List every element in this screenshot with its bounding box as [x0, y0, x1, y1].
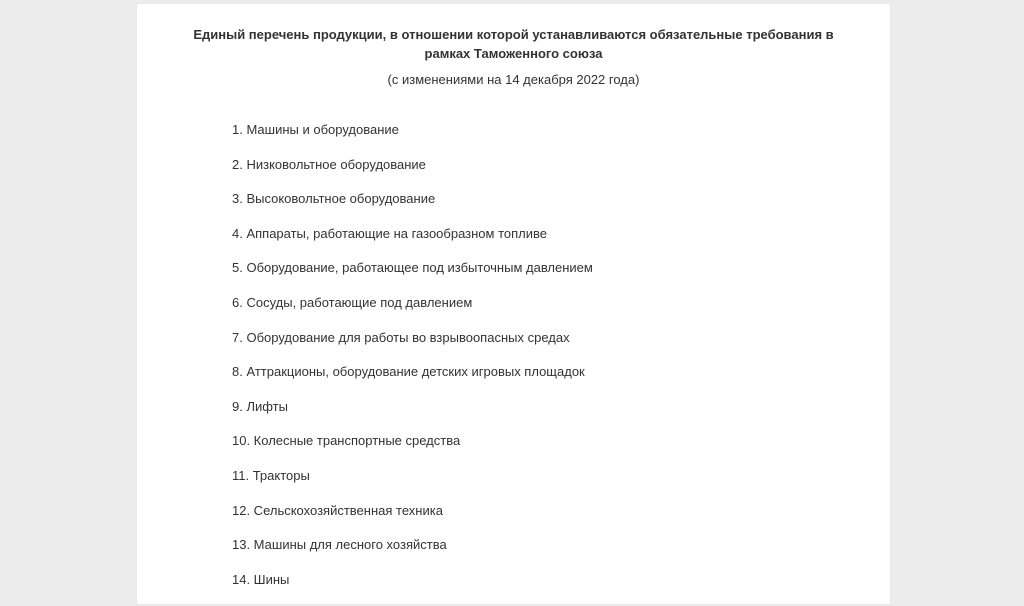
document-title-line-2: рамках Таможенного союза [424, 46, 603, 61]
list-item: 7. Оборудование для работы во взрывоопасных средах [232, 329, 570, 345]
document-title-line-1: Единый перечень продукции, в отношении которой устанавливаются обязательные требования в [193, 27, 834, 42]
list-item: 14. Шины [232, 571, 290, 587]
list-item: 10. Колесные транспортные средства [232, 433, 461, 449]
document-subtitle: (с изменениями на 14 декабря 2022 года) [387, 72, 640, 87]
list-item: 13. Машины для лесного хозяйства [232, 537, 447, 553]
list-item: 9. Лифты [232, 398, 288, 414]
list-item: 11. Тракторы [232, 467, 310, 483]
product-list [232, 122, 593, 606]
list-item: 4. Аппараты, работающие на газообразном топливе [232, 225, 547, 241]
document-page [137, 4, 890, 604]
list-item: 8. Аттракционы, оборудование детских игровых площадок [232, 364, 585, 380]
list-item: 3. Высоковольтное оборудование [232, 191, 436, 207]
list-item: 6. Сосуды, работающие под давлением [232, 294, 473, 310]
document-title [137, 25, 890, 63]
list-item: 12. Сельскохозяйственная техника [232, 502, 443, 518]
list-item: 5. Оборудование, работающее под избыточным давлением [232, 260, 593, 276]
list-item: 2. Низковольтное оборудование [232, 156, 426, 172]
list-item: 1. Машины и оборудование [232, 122, 399, 137]
